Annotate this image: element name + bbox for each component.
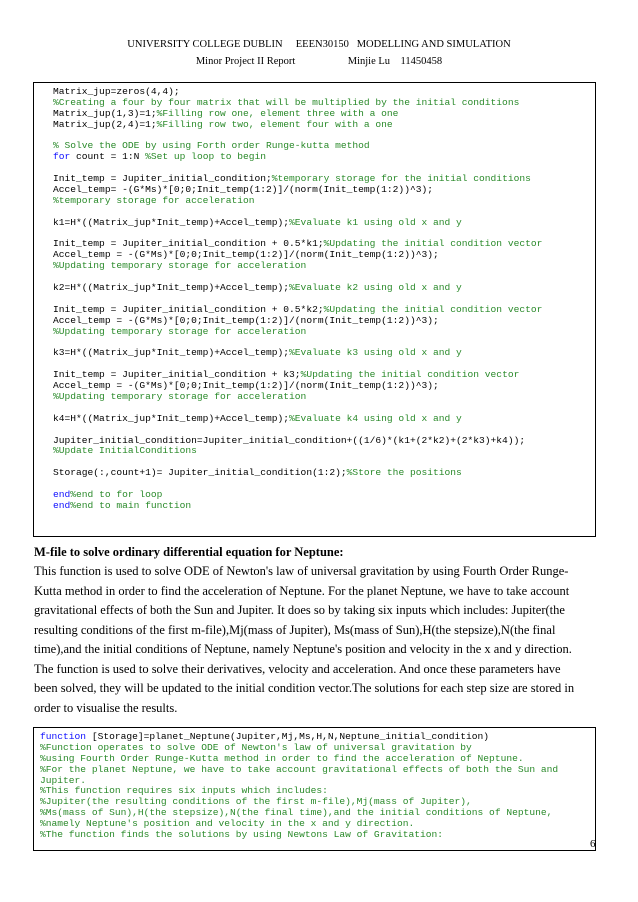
code-line xyxy=(40,765,595,776)
code-comment: Jupiter. xyxy=(40,774,87,786)
code-keyword: for xyxy=(53,151,71,163)
code-comment: %Updating temporary storage for acceleration xyxy=(53,260,307,272)
code-line xyxy=(53,501,595,512)
code-comment: %Function operates to solve ODE of Newton's law of universal gravitation by xyxy=(40,741,472,753)
section-body xyxy=(34,562,596,718)
code-text: k1=H*((Matrix_jup*Init_temp)+Accel_temp); xyxy=(53,216,290,228)
code-line xyxy=(53,283,595,294)
code-text: Jupiter_initial_condition=Jupiter_initial_condition+((1/6)*(k1+(2*k2)+(2*k3)+k4)); xyxy=(53,434,526,446)
code-comment: %Jupiter(the resulting conditions of the first m-file),Mj(mass of Jupiter), xyxy=(40,796,472,808)
code-comment: %end to main function xyxy=(70,499,192,511)
header-line-2: Minor Project II Report Minjie Lu 11450458 xyxy=(195,56,443,67)
code-keyword: end xyxy=(53,488,71,500)
code-comment: %Evaluate k3 using old x and y xyxy=(289,347,462,359)
code-text: Init_temp = Jupiter_initial_condition; xyxy=(53,173,272,185)
code-comment: %Updating temporary storage for acceleration xyxy=(53,390,307,402)
code-line xyxy=(53,261,595,272)
code-comment: %Updating temporary storage for acceleration xyxy=(53,325,307,337)
code-listing-jupiter xyxy=(33,82,596,537)
neptune-section xyxy=(34,543,596,718)
page-number: 6 xyxy=(590,838,596,850)
code-text: Matrix_jup(1,3)=1; xyxy=(53,107,157,119)
code-comment: %Creating a four by four matrix that will be multiplied by the initial conditions xyxy=(53,96,520,108)
code-comment: %Evaluate k4 using old x and y xyxy=(289,412,462,424)
code-text: Matrix_jup=zeros(4,4); xyxy=(53,86,180,97)
code-line xyxy=(40,830,595,841)
code-text: Init_temp = Jupiter_initial_condition + k3; xyxy=(53,369,301,381)
code-line xyxy=(53,392,595,403)
code-keyword: end xyxy=(53,499,71,511)
paragraph-line: gravitational effects of both the Sun and Jupiter. It does so by taking six inputs which includes: Jupiter(the xyxy=(34,603,565,617)
code-line xyxy=(53,468,595,479)
code-comment: %namely Neptune's position and velocity in the x and y direction. xyxy=(40,818,415,830)
code-comment: %temporary storage for acceleration xyxy=(53,194,255,206)
code-text: count = 1:N xyxy=(70,151,146,163)
code-text: Accel_temp = -(G*Ms)*[0;0;Init_temp(1:2)]/(norm(Init_temp(1:2))^3); xyxy=(53,380,439,392)
code-comment: %For the planet Neptune, we have to take account gravitational effects of both the Sun and xyxy=(40,763,559,775)
code-text: Accel_temp= -(G*Ms)*[0;0;Init_temp(1:2)]/(norm(Init_temp(1:2))^3); xyxy=(53,184,433,196)
code-listing-neptune xyxy=(33,727,596,851)
code-comment: %This function requires six inputs which includes: xyxy=(40,785,328,797)
code-text: k2=H*((Matrix_jup*Init_temp)+Accel_temp); xyxy=(53,282,290,294)
code-comment: %The function finds the solutions by using Newtons Law of Gravitation: xyxy=(40,829,444,841)
code-text: Matrix_jup(2,4)=1; xyxy=(53,118,157,130)
paragraph-line: Kutta method in order to find the acceleration of Neptune. For the planet Neptune, we have to take account xyxy=(34,583,570,598)
code-comment: % Solve the ODE by using Forth order Runge-kutta method xyxy=(53,140,370,152)
code-comment: %Set up loop to begin xyxy=(145,151,267,163)
code-block xyxy=(34,728,595,841)
code-text: Storage(:,count+1)= Jupiter_initial_condition(1:2); xyxy=(53,467,347,479)
code-comment: %Updating the initial condition vector xyxy=(323,303,543,315)
code-text: k4=H*((Matrix_jup*Init_temp)+Accel_temp); xyxy=(53,412,290,424)
code-text: [Storage]=planet_Neptune(Jupiter,Mj,Ms,H,N,Neptune_initial_condition) xyxy=(86,731,490,742)
code-text: Init_temp = Jupiter_initial_condition + 0.5*k2; xyxy=(53,303,324,315)
code-keyword: function xyxy=(40,731,87,742)
section-heading: M-file to solve ordinary differential equation for Neptune: xyxy=(34,545,344,559)
code-comment: %Filling row two, element four with a one xyxy=(156,118,393,130)
code-line xyxy=(53,218,595,229)
code-line xyxy=(53,446,595,457)
paragraph-line: been solved, they will be updated to the initial condition vector.The solutions for each step size are stored in xyxy=(34,681,575,695)
code-line xyxy=(53,120,595,131)
code-line xyxy=(53,414,595,425)
header-line-1: UNIVERSITY COLLEGE DUBLIN EEEN30150 MODELLING AND SIMULATION xyxy=(127,39,511,50)
code-comment: %Updating the initial condition vector xyxy=(300,369,520,381)
code-line xyxy=(53,327,595,338)
code-comment: %Updating the initial condition vector xyxy=(323,238,543,250)
code-text: k3=H*((Matrix_jup*Init_temp)+Accel_temp); xyxy=(53,347,290,359)
code-comment: %Filling row one, element three with a one xyxy=(156,107,399,119)
code-comment: %Ms(mass of Sun),H(the stepsize),N(the final time),and the initial conditions of Neptune, xyxy=(40,807,553,819)
code-comment: %using Fourth Order Runge-Kutta method in order to find the acceleration of Neptune. xyxy=(40,752,524,764)
code-comment: %Update InitialConditions xyxy=(53,445,197,457)
code-comment: %temporary storage for the initial conditions xyxy=(271,173,531,185)
paragraph-line: This function is used to solve ODE of Newton's law of universal gravitation by using Fourth Order Runge- xyxy=(34,564,569,578)
paragraph-line: order to visualise the results. xyxy=(34,700,178,715)
code-line xyxy=(53,152,595,163)
code-text: Init_temp = Jupiter_initial_condition + 0.5*k1; xyxy=(53,238,324,250)
code-text: Accel_temp = -(G*Ms)*[0;0;Init_temp(1:2)]/(norm(Init_temp(1:2))^3); xyxy=(53,249,439,261)
code-comment: %Store the positions xyxy=(346,467,462,479)
code-comment: %Evaluate k2 using old x and y xyxy=(289,282,462,294)
code-line xyxy=(53,348,595,359)
code-comment: %end to for loop xyxy=(70,488,163,500)
paragraph-line: time),and the initial conditions of Neptune, namely Neptune's position and velocity in the x and y direction. xyxy=(34,642,572,656)
code-comment: %Evaluate k1 using old x and y xyxy=(289,216,462,228)
code-text: Accel_temp = -(G*Ms)*[0;0;Init_temp(1:2)]/(norm(Init_temp(1:2))^3); xyxy=(53,314,439,326)
paragraph-line: The function is used to solve their derivatives, velocity and acceleration. And once these parameters have xyxy=(34,661,561,676)
code-block xyxy=(34,83,595,512)
paragraph-line: resulting conditions of the first m-file),Mj(mass of Jupiter), Ms(mass of Sun),H(the stepsize),N(the final xyxy=(34,622,556,637)
code-line xyxy=(53,196,595,207)
